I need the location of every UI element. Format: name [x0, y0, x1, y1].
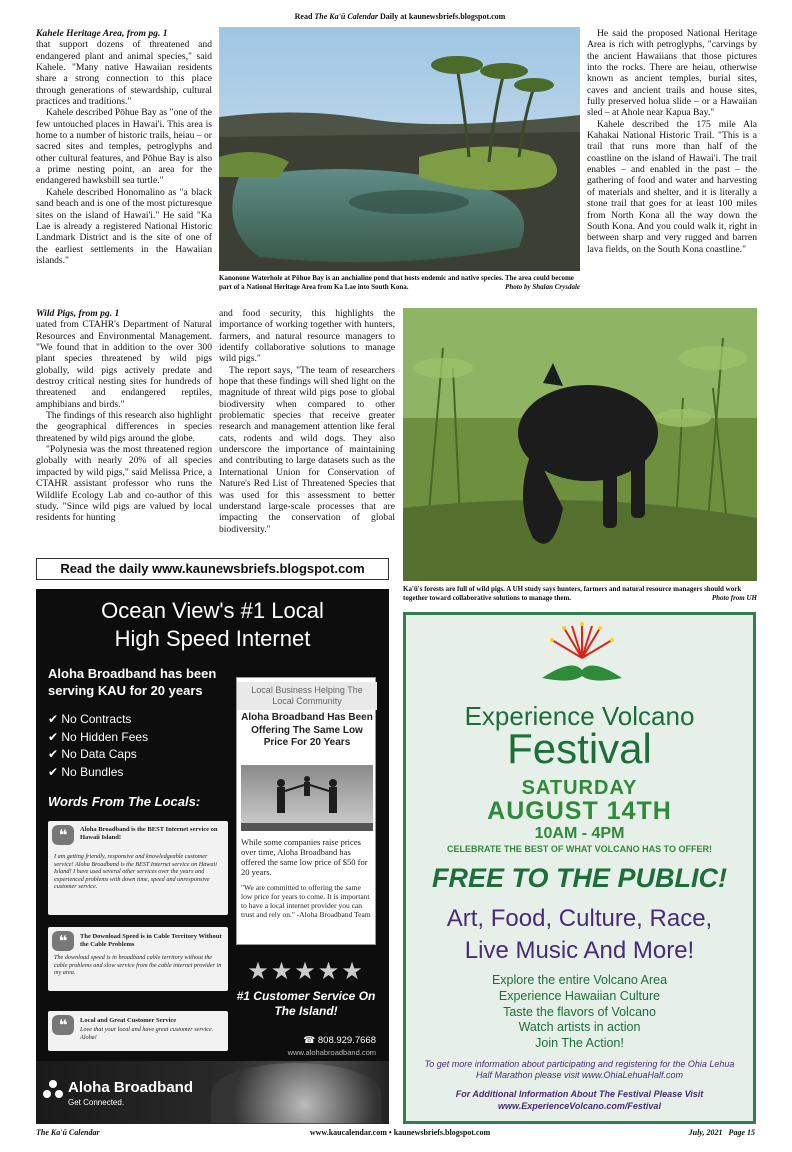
- rating-stars: ★★★★★: [247, 957, 365, 985]
- checklist: [48, 711, 238, 781]
- paragraph: The findings of this research also highlight the geographical differences in species threatened by wild pigs around the globe.: [36, 410, 212, 444]
- quote-card: [48, 821, 228, 915]
- logo-wordmark: Aloha Broadband: [68, 1079, 194, 1096]
- waterhole-credit: Photo by Shalan Crysdale: [505, 283, 580, 291]
- ad-website[interactable]: www.alohabroadband.com: [287, 1048, 376, 1057]
- panel-title: Aloha Broadband Has Been Offering The Same Low Price For 20 Years: [241, 712, 373, 748]
- festival-website[interactable]: www.ExperienceVolcano.com/Festival: [498, 1101, 661, 1111]
- activity-item: Experience Hawaiian Culture: [498, 988, 661, 1003]
- ad-headline-1: Ocean View's #1 Local: [101, 598, 324, 623]
- check-item: ✔ No Bundles: [48, 764, 124, 779]
- ad-headline-2: High Speed Internet: [114, 626, 311, 651]
- ad-subheading: Aloha Broadband has been serving KAU for 20 years: [48, 666, 217, 698]
- quote-body: The download speed is in broadband cable territory without the cable problems and slow service from the cable internet provider in my area.: [54, 954, 222, 976]
- quote-title: Local and Great Customer Service: [80, 1017, 177, 1024]
- activity-item: Join The Action!: [535, 1036, 624, 1051]
- panel-paragraph-2: "We are committed to offering the same low price for years to come. It is important to have a local internet provider you can trust and rely on." -Aloha Broadband Team: [241, 883, 371, 919]
- festival-activities: [406, 973, 753, 1052]
- checkmark-icon: ✔: [48, 729, 62, 744]
- check-item: ✔ No Hidden Fees: [48, 729, 149, 744]
- service-claim: #1 Customer Service On The Island!: [236, 989, 376, 1018]
- quote-card: [48, 927, 228, 991]
- quote-body: I am getting friendly, responsive and knowledgeable customer service! Aloha Broadband is the BEST Internet service on Hawaii Island! I have used several other services over the years and experienced problems with down time, speed and unresponsive customer service.: [54, 853, 217, 890]
- heritage-right-column: [587, 28, 757, 255]
- logo-tagline: Get Connected.: [68, 1098, 125, 1107]
- festival-title-line-1: Experience Volcano: [464, 701, 695, 731]
- paragraph: Kahele described the 175 mile Ala Kahakai National Historic Trail. "This is a trail that runs more than half of the coastline on the island of Hawai'i. The trail enables – and enabled in the past – the gathering of food and water and harvesting of materials and shelter, and it is literally a stone trail that goes for at least 100 miles from North Kona all the way down the South Kona. And you could walk it, right in between sharp and very rugged and barren lava fields, on the South Kona coastline.": [587, 118, 757, 255]
- free-to-public: FREE TO THE PUBLIC!: [431, 863, 727, 893]
- heritage-left-column: [36, 28, 212, 266]
- paragraph: "Polynesia was the most threatened region globally with nearly 20% of all species impacted by wild pigs," said Melissa Price, a CTAHR assistant professor who runs the Wildlife Ecology Lab and co-author of this study. "Since wild pigs are valued by local residents for hunting: [36, 444, 212, 524]
- panel-paragraph-1: While some companies raise prices over time, Aloha Broadband has offered the same low price of $50 for 20 years.: [241, 837, 368, 877]
- marathon-info: To get more information about participating and registering for the Ohia Lehua Half Marathon please visit www.OhiaLehuaHalf.com: [424, 1059, 735, 1080]
- festival-highlights-1: Art, Food, Culture, Race,: [446, 905, 713, 932]
- pigs-column-1: [36, 308, 212, 524]
- paragraph: Kahele described Honomalino as "a black sand beach and is one of the most picturesque sites on the island of Hawai'i." He said "Ka Lae is already a registered National Historic Landmark District and is the site of one of the earliest settlements in the Hawaiian islands.": [36, 186, 212, 266]
- ad-phone[interactable]: ☎ 808.929.7668: [303, 1035, 376, 1046]
- festival-title-line-2: Festival: [507, 725, 652, 772]
- activity-item: Explore the entire Volcano Area: [491, 973, 668, 987]
- paragraph: that support dozens of threatened and endangered plant and animal species," said Kahele. "Many native Hawaiian residents share a strong connection to this place through generations of stewardship, cultural practices and traditions.": [36, 39, 212, 108]
- ohia-flower-icon: [532, 618, 632, 694]
- festival-time: 10AM - 4PM: [534, 825, 625, 842]
- paragraph: uated from CTAHR's Department of Natural Resources and Environmental Management. "We found that in addition to the over 300 plant species threatened by wild pigs globally, wild pigs actively predate and destroy critical nesting sites for hundreds of threatened and endangered reptiles, amphibians and birds.": [36, 319, 212, 410]
- quote-icon: ❝: [52, 931, 74, 951]
- banner-text: Read the daily www.kaunewsbriefs.blogspot.com: [60, 561, 365, 576]
- paragraph: He said the proposed National Heritage Area is rich with petroglyphs, "carvings by the ancient Hawaiians that those pictures into the rocks. There are heiau, otherwise known as ancient temples, burial sites, caves and ancient trails and house sites, fully preserved holua slide – or a Hawaiian sled – at Ahole near Kapua Bay.": [587, 28, 757, 119]
- pigs-column-2: [219, 308, 395, 535]
- words-title: Words From The Locals:: [48, 794, 201, 809]
- festival-highlights-2: Live Music And More!: [464, 937, 695, 964]
- daily-banner[interactable]: [36, 558, 389, 580]
- checkmark-icon: ✔: [48, 764, 62, 779]
- globe-image: [211, 1063, 381, 1123]
- ad-logo-bar: [36, 1061, 389, 1124]
- check-item: ✔ No Contracts: [48, 712, 132, 726]
- festival-date: AUGUST 14TH: [487, 797, 672, 825]
- activity-item: Watch artists in action: [518, 1020, 641, 1035]
- aloha-broadband-ad[interactable]: [36, 589, 389, 1124]
- wild-pig-credit: Photo from UH: [711, 594, 757, 602]
- quote-card: [48, 1011, 228, 1051]
- panel-top: Local Business Helping The Local Community: [237, 682, 377, 710]
- quote-title: The Download Speed is in Cable Territory Without the Cable Problems: [80, 933, 222, 948]
- family-silhouette-image: [241, 765, 373, 831]
- quote-icon: ❝: [52, 1015, 74, 1035]
- page-header: Read The Ka'ū Calendar Daily at kaunewsbriefs.blogspot.com: [294, 12, 506, 21]
- paragraph: Kahele described Pōhue Bay as "one of the few untouched places in Hawai'i. This area is home to a number of historic trails, heiau – or sacred sites and temples, petroglyphs and other cultural features, and Pōhue Bay is also a prime nesting point, an area for the endangered hawksbill sea turtle.": [36, 107, 212, 187]
- waterhole-photo: [219, 27, 580, 271]
- broadband-logo-icon: [42, 1079, 64, 1101]
- wild-pig-photo: [403, 308, 757, 581]
- quote-title: Aloha Broadband is the BEST Internet service on Hawaii Island!: [80, 826, 218, 841]
- footer-right: July, 2021 Page 15: [688, 1128, 755, 1137]
- activity-item: Taste the flavors of Volcano: [503, 1004, 656, 1019]
- footer-left: The Ka'ū Calendar: [36, 1128, 100, 1137]
- quote-body: Love that your local and have great customer service. Aloha!: [80, 1026, 214, 1041]
- footer-center[interactable]: www.kaucalendar.com • kaunewsbriefs.blogspot.com: [309, 1128, 491, 1137]
- wild-pig-caption: Ka'ū's forests are full of wild pigs. A UH study says hunters, farmers and natural resource managers should work together toward collaborative solutions to manage them.: [403, 585, 742, 602]
- festival-more-info: For Additional Information About The Festival Please Visit: [455, 1089, 704, 1099]
- check-item: ✔ No Data Caps: [48, 747, 137, 761]
- jump-heading: Wild Pigs, from pg. 1: [36, 308, 120, 319]
- jump-heading: Kahele Heritage Area, from pg. 1: [36, 28, 168, 39]
- quote-icon: ❝: [52, 825, 74, 845]
- paragraph: and food security, this highlights the importance of working together with hunters, farmers, and natural resource managers to identify collaborative solutions to manage wild pigs.": [219, 308, 395, 365]
- checkmark-icon: ✔: [48, 747, 62, 761]
- checkmark-icon: ✔: [48, 712, 62, 726]
- waterhole-caption: Kanonone Waterhole at Pōhue Bay is an anchialine pond that hosts endemic and native species. The area could become part of a National Heritage Area from Ka Lae into South Kona.: [219, 274, 574, 291]
- festival-celebrate: CELEBRATE THE BEST OF WHAT VOLCANO HAS TO OFFER!: [447, 844, 712, 854]
- promise-panel: [236, 677, 376, 945]
- festival-day: SATURDAY: [521, 777, 638, 799]
- paragraph: The report says, "The team of researchers hope that these findings will shed light on the magnitude of threat wild pigs pose to global biodiversity when compared to other problematic species that receive greater research and management attention like feral cats, rodents and wild dogs. They also underscore the importance of maintaining and contributing to large datasets such as the International Union for Conservation of Nature's Red List of Threatened Species that was used for this assessment to better understand large-scale processes that are impacting the conservation of global biodiversity.": [219, 364, 395, 535]
- volcano-festival-ad[interactable]: [403, 612, 756, 1124]
